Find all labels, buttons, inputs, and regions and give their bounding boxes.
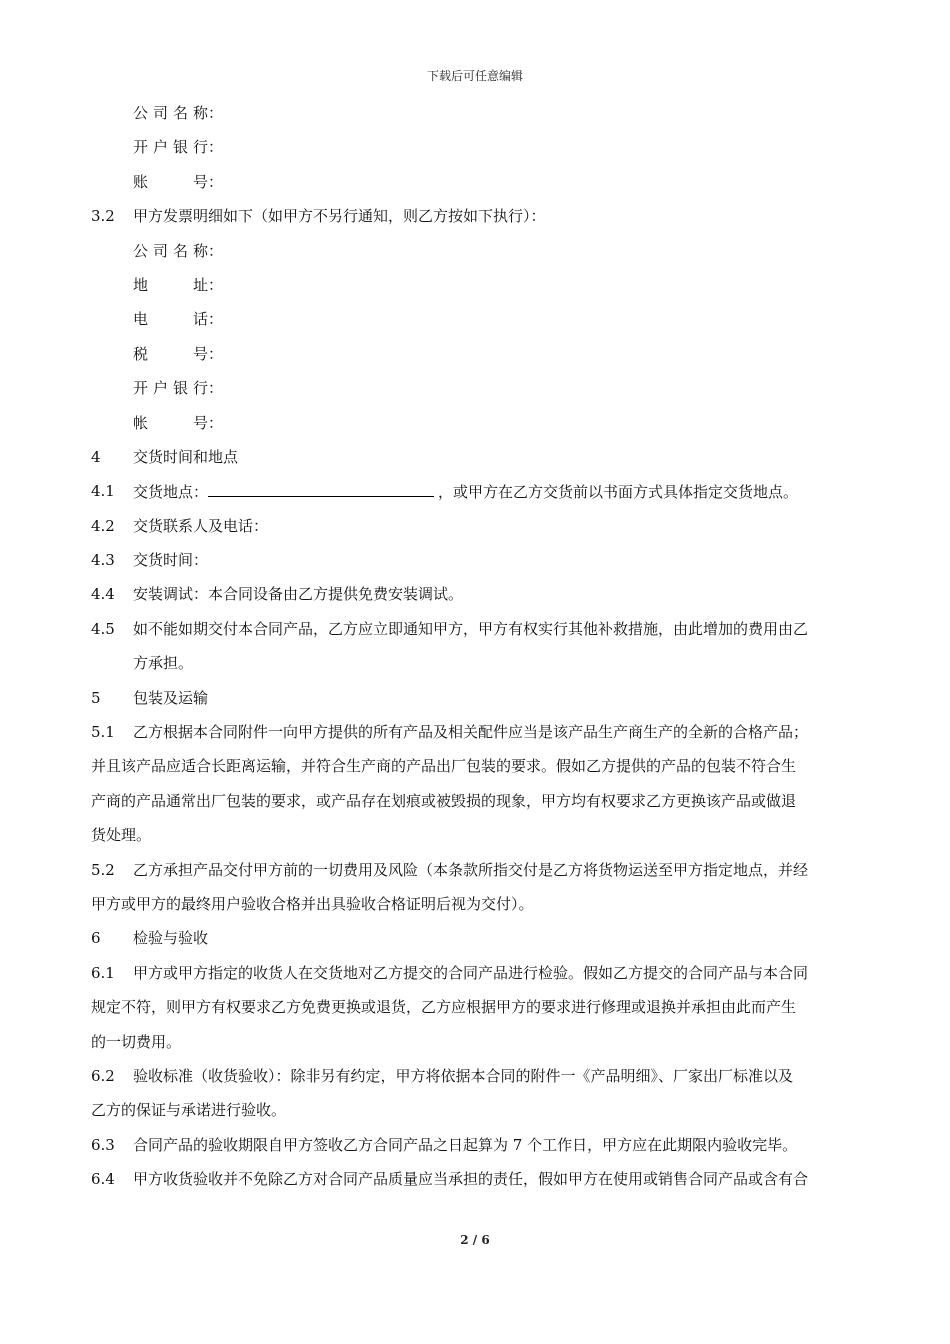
field-label: 开 户 银 行 — [133, 138, 208, 157]
clause-5-1-cont: 并且该产品应适合长距离运输，并符合生产商的产品出厂包装的要求。假如乙方提供的产品的包装不符合生 — [91, 757, 797, 776]
clause-5-2: 5.2 乙方承担产品交付甲方前的一切费用及风险（本条款所指交付是乙方将货物运送至甲方指定地点，并经 — [91, 860, 809, 879]
clause-4-1: 4.1 交货地点： ，或甲方在乙方交货前以书面方式具体指定交货地点。 — [91, 478, 891, 512]
field-account: 账 号 ： — [91, 169, 891, 203]
clause-6-2-cont: 乙方的保证与承诺进行验收。 — [91, 1101, 287, 1120]
invoice-account: 帐 号 ： — [91, 410, 891, 444]
clause-4-4: 4.4 安装调试：本合同设备由乙方提供免费安装调试。 — [91, 585, 464, 604]
field-label: 电 话 — [133, 310, 208, 329]
delivery-location-blank[interactable] — [208, 478, 434, 497]
page-number: 2 / 6 — [460, 1233, 490, 1247]
clause-4-5-cont: 方承担。 — [133, 654, 194, 673]
document-body — [91, 100, 891, 1201]
clause-5-1-cont: 产商的产品通常出厂包装的要求，或产品存在划痕或被毁损的现象，甲方均有权要求乙方更换该产品或做退 — [91, 791, 797, 810]
field-bank: 开 户 银 行 ： — [91, 134, 891, 168]
field-label: 地 址 — [133, 275, 208, 294]
invoice-bank: 开 户 银 行 ： — [91, 375, 891, 409]
field-label: 公 司 名 称 — [133, 104, 208, 122]
clause-6-4: 6.4 甲方收货验收并不免除乙方对合同产品质量应当承担的责任，假如甲方在使用或销售合同产品或含有合 — [91, 1170, 809, 1189]
invoice-address: 地 址 ： — [91, 272, 891, 306]
section-6-heading: 6 检验与验收 — [91, 929, 209, 948]
section-5-heading: 5 包装及运输 — [91, 688, 209, 707]
clause-6-1-cont: 的一切费用。 — [91, 1032, 182, 1051]
clause-6-1-cont: 规定不符，则甲方有权要求乙方免费更换或退货，乙方应根据甲方的要求进行修理或退换并承担由此而产生 — [91, 998, 797, 1017]
field-label: 帐 号 — [133, 413, 208, 432]
clause-4-2: 4.2 交货联系人及电话： — [91, 516, 269, 535]
clause-5-1-cont: 货处理。 — [91, 826, 152, 845]
clause-5-2-cont: 甲方或甲方的最终用户验收合格并出具验收合格证明后视为交付）。 — [91, 894, 534, 913]
field-label: 开 户 银 行 — [133, 379, 208, 398]
clause-4-3: 4.3 交货时间： — [91, 551, 209, 570]
page-header: 下载后可任意编辑 — [426, 69, 523, 83]
field-label: 公 司 名 称 — [133, 241, 208, 260]
clause-5-1: 5.1 乙方根据本合同附件一向甲方提供的所有产品及相关配件应当是该产品生产商生产的全新的合格产品； — [91, 723, 809, 742]
clause-6-1: 6.1 甲方或甲方指定的收货人在交货地对乙方提交的合同产品进行检验。假如乙方提交的合同产品与本合同 — [91, 963, 809, 982]
field-label: 税 号 — [133, 344, 208, 363]
clause-4-5: 4.5 如不能如期交付本合同产品，乙方应立即通知甲方，甲方有权实行其他补救措施，由此增加的费用由乙 — [91, 619, 809, 638]
clause-3-2: 3.2 甲方发票明细如下（如甲方不另行通知，则乙方按如下执行）： — [91, 207, 546, 226]
invoice-phone: 电 话 ： — [91, 306, 891, 340]
field-company-name: 公 司 名 称 ： — [91, 100, 891, 134]
clause-6-2: 6.2 验收标准（收货验收）：除非另有约定，甲方将依据本合同的附件一《产品明细》、厂家出厂标准以及 — [91, 1066, 794, 1085]
section-4-heading: 4 交货时间和地点 — [91, 447, 239, 466]
invoice-tax-id: 税 号 ： — [91, 341, 891, 375]
clause-6-3: 6.3 合同产品的验收期限自甲方签收乙方合同产品之日起算为 7 个工作日，甲方应在此期限内验收完毕。 — [91, 1135, 798, 1154]
field-label: 账 号 — [133, 172, 208, 191]
invoice-company-name: 公 司 名 称 ： — [91, 238, 891, 272]
